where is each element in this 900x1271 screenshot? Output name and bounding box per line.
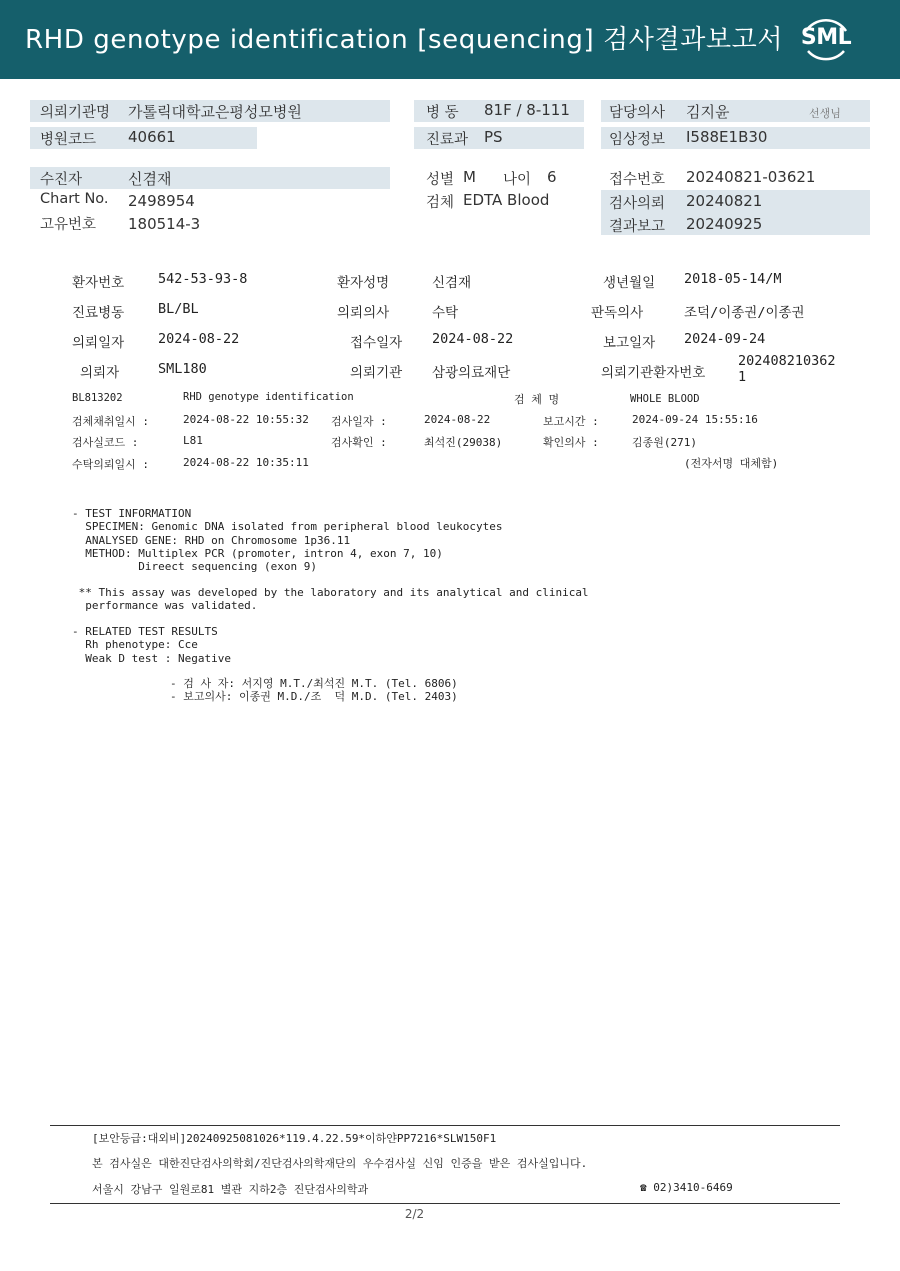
report-time-value: 2024-09-24 15:55:16 — [632, 413, 758, 426]
phone-line: ☎ 02)3410-6469 — [640, 1181, 733, 1194]
specimen-value: EDTA Blood — [463, 191, 550, 209]
detail-ward-value: BL/BL — [158, 301, 199, 317]
rec-date-label: 접수일자 — [350, 335, 403, 351]
patient-bar — [30, 167, 390, 189]
institution-value: 가톨릭대학교은평성모병원 — [128, 103, 302, 121]
rep-date-value: 2024-09-24 — [684, 331, 766, 347]
chart-value: 2498954 — [128, 192, 195, 210]
unique-value: 180514-3 — [128, 215, 201, 233]
test-code: BL813202 — [72, 392, 123, 404]
ward-label: 병 동 — [426, 105, 459, 121]
confirm-doc-label: 확인의사 : — [543, 436, 599, 449]
read-doc-value: 조덕/이종권/이종권 — [684, 305, 805, 321]
req-doc-value: 수탁 — [432, 305, 459, 321]
collect-label: 검체채취일시 : — [72, 415, 150, 428]
logo-text: SML — [800, 25, 852, 50]
clinical-value: I588E1B30 — [686, 128, 768, 146]
assay-note-block: ** This assay was developed by the laboratory and its analytical and clinical performance was validated. — [78, 586, 589, 613]
dob-value: 2018-05-14/M — [684, 271, 782, 287]
inst-pt-no-label: 의뢰기관환자번호 — [601, 365, 706, 381]
pt-name-label: 환자성명 — [337, 275, 390, 291]
test-date-value: 2024-08-22 — [424, 413, 491, 426]
hospital-code-label: 병원코드 — [40, 132, 97, 148]
confirm-doc-value: 김종원(271) — [632, 436, 697, 449]
receipt-no-label: 접수번호 — [609, 172, 666, 188]
detail-ward-label: 진료병동 — [72, 305, 125, 321]
staff-block: - 검 사 자: 서지영 M.T./최석진 M.T. (Tel. 6806) - 보고의사: 이종권 M.D./조 덕 M.D. (Tel. 2403) — [170, 677, 458, 704]
related-results-block: - RELATED TEST RESULTS Rh phenotype: Cce Weak D test : Negative — [72, 625, 231, 665]
clinical-label: 임상정보 — [609, 132, 666, 148]
inst-pt-no-value-line1: 202408210362 — [738, 353, 836, 369]
pt-no-label: 환자번호 — [72, 275, 125, 291]
collect-value: 2024-08-22 10:55:32 — [183, 413, 309, 426]
room-code-label: 검사실코드 : — [72, 436, 139, 449]
requester-value: SML180 — [158, 361, 207, 377]
ward-value: 81F / 8-111 — [484, 101, 570, 119]
test-date-label: 검사일자 : — [331, 415, 387, 428]
test-request-value: 20240821 — [686, 192, 763, 210]
address-line: 서울시 강남구 일원로81 별관 지하2층 진단검사의학과 — [92, 1183, 369, 1196]
req-inst-label: 의뢰기관 — [350, 365, 403, 381]
security-line: [보안등급:대외비]20240925081026*119.4.22.59*이하얀PP7216*SLW150F1 — [92, 1132, 497, 1145]
age-value: 6 — [547, 168, 557, 186]
doctor-suffix: 선생님 — [809, 107, 841, 120]
room-code-value: L81 — [183, 434, 203, 447]
patient-label: 수진자 — [40, 172, 83, 188]
spec-name-label: 검 체 명 — [514, 393, 560, 406]
req-inst-value: 삼광의료재단 — [432, 365, 511, 381]
test-request-label: 검사의뢰 — [609, 196, 666, 212]
dept-value: PS — [484, 128, 503, 146]
req-date-value: 2024-08-22 — [158, 331, 240, 347]
test-confirm-label: 검사확인 : — [331, 436, 387, 449]
unique-label: 고유번호 — [40, 217, 97, 233]
req-doc-label: 의뢰의사 — [337, 305, 390, 321]
spec-name-value: WHOLE BLOOD — [630, 393, 700, 405]
pt-no-value: 542-53-93-8 — [158, 271, 248, 287]
receipt-no-value: 20240821-03621 — [686, 168, 816, 186]
page-number: 2/2 — [404, 1207, 425, 1221]
doctor-label: 담당의사 — [609, 105, 666, 121]
sex-value: M — [463, 168, 476, 186]
hospital-code-value: 40661 — [128, 128, 176, 146]
certification-line: 본 검사실은 대한진단검사의학회/진단검사의학재단의 우수검사실 신임 인증을 받은 검사실입니다. — [92, 1157, 588, 1170]
result-report-value: 20240925 — [686, 215, 763, 233]
rec-date-value: 2024-08-22 — [432, 331, 514, 347]
inst-pt-no-value-line2: 1 — [738, 369, 747, 385]
age-label: 나이 — [503, 172, 532, 188]
report-title: RHD genotype identification [sequencing] 검사결과보고서 — [25, 25, 784, 55]
report-time-label: 보고시간 : — [543, 415, 599, 428]
dob-label: 생년월일 — [603, 275, 656, 291]
footer-bottom-divider — [50, 1203, 840, 1204]
requester-label: 의뢰자 — [80, 365, 120, 381]
patient-value: 신겸재 — [128, 170, 172, 188]
rep-date-label: 보고일자 — [603, 335, 656, 351]
footer-top-divider — [50, 1125, 840, 1126]
pt-name-value: 신겸재 — [432, 275, 472, 291]
consign-value: 2024-08-22 10:35:11 — [183, 456, 309, 469]
result-report-label: 결과보고 — [609, 219, 666, 235]
chart-label: Chart No. — [40, 191, 109, 207]
consign-label: 수탁의뢰일시 : — [72, 458, 150, 471]
sex-label: 성별 — [426, 172, 455, 188]
dept-label: 진료과 — [426, 132, 469, 148]
test-name: RHD genotype identification — [183, 391, 354, 403]
esign-note: (전자서명 대체함) — [684, 457, 779, 470]
read-doc-label: 판독의사 — [591, 305, 644, 321]
specimen-label: 검체 — [426, 195, 455, 211]
test-confirm-value: 최석진(29038) — [424, 436, 503, 449]
req-date-label: 의뢰일자 — [72, 335, 125, 351]
test-information-block: - TEST INFORMATION SPECIMEN: Genomic DNA isolated from peripheral blood leukocytes ANALYSED GENE: RHD on Chromosome 1p36.11 METHOD: Multiplex PCR (promoter, intron 4, exon 7, 10) Direect sequencing (exon 9) — [72, 507, 503, 574]
institution-label: 의뢰기관명 — [40, 105, 111, 121]
doctor-value: 김지윤 — [686, 103, 730, 121]
report-header — [0, 0, 900, 79]
